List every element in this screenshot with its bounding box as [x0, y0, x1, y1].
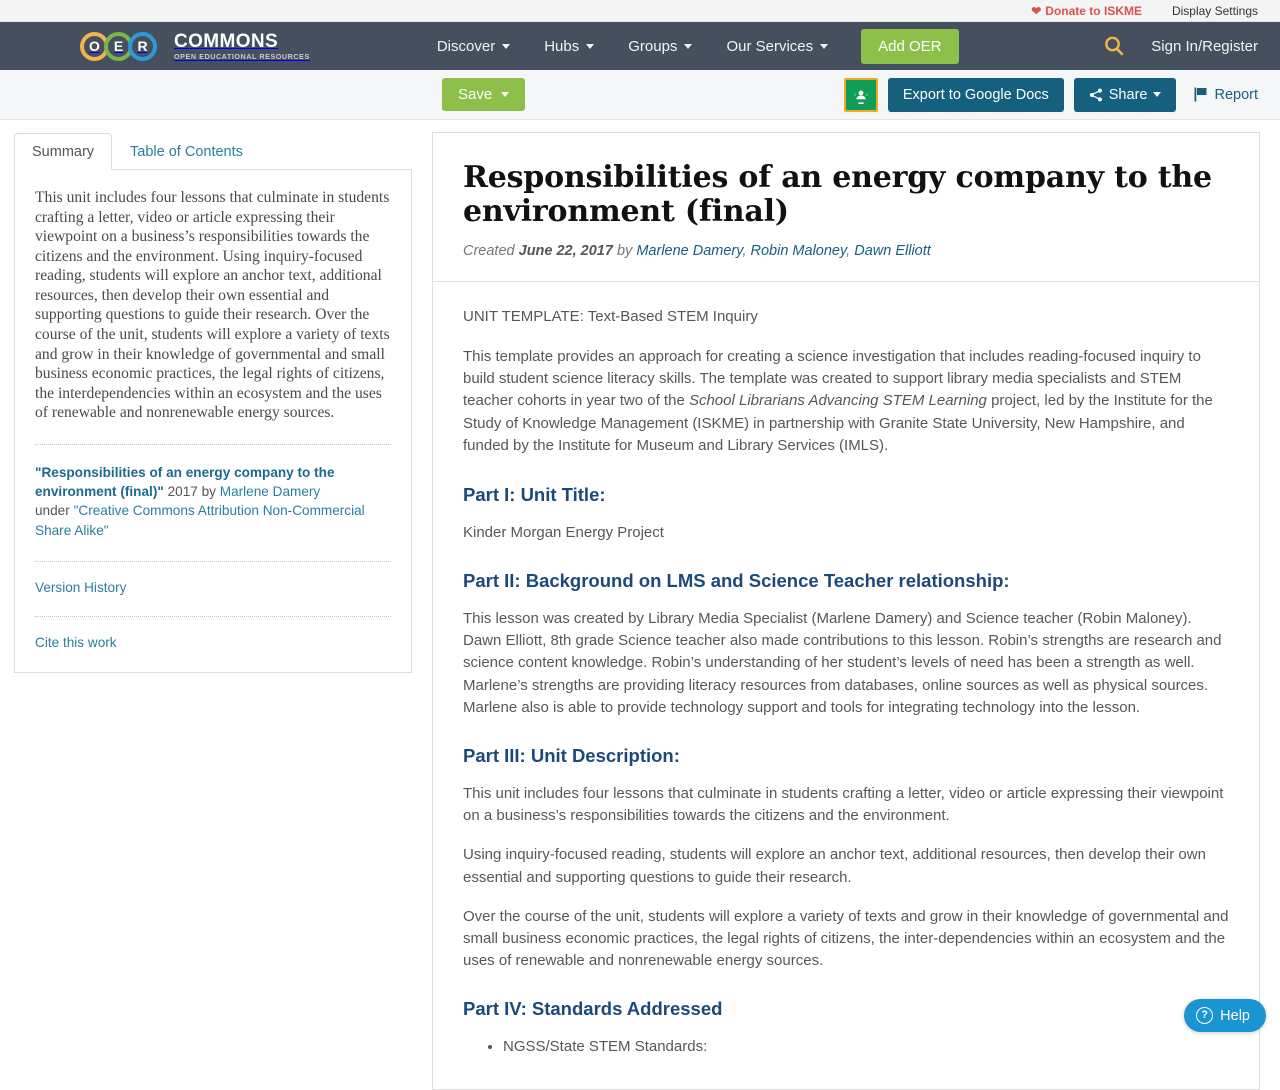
standards-list	[463, 1036, 1229, 1058]
heart-icon: ❤	[1031, 3, 1042, 18]
nav-item-groups[interactable]	[611, 38, 709, 55]
main-navigation-bar	[0, 22, 1280, 70]
nav-item-hubs[interactable]	[527, 38, 611, 55]
logo-tagline: OPEN EDUCATIONAL RESOURCES	[174, 51, 310, 61]
logo-circle-e: E	[104, 32, 133, 61]
cite-this-work-link[interactable]: Cite this work	[35, 634, 117, 650]
search-icon[interactable]	[1103, 35, 1125, 57]
divider	[35, 444, 391, 445]
list-item: • NGSS/State STEM Standards:	[503, 1036, 1229, 1058]
logo-circle-o: O	[80, 32, 109, 61]
share-button[interactable]	[1074, 78, 1177, 112]
nav-item-discover-label: Discover	[436, 37, 496, 55]
page-title: Responsibilities of an energy company to the environment (final)	[463, 160, 1212, 229]
attribution-block	[35, 463, 391, 540]
action-toolbar	[0, 70, 1280, 120]
sidebar-summary-card	[14, 169, 412, 673]
nav-right-group	[1103, 35, 1258, 57]
logo-commons-text: COMMONS	[174, 30, 279, 52]
summary-text: This unit includes four lessons that culminate in students crafting a letter, video or article expressing their viewpoint on a business’s responsibilities towards the citizens and the environment. Using inquiry-focused reading, students will explore an anchor text, additional resources, then develop their own essential and supporting questions to guide their research. Over the course of the unit, students will explore a variety of texts and grow in their knowledge of governmental and small business economic practices, the legal rights of citizens, the interdependencies within an ecosystem and the uses of renewable and nonrenewable energy sources.	[35, 189, 390, 422]
document-paragraph: UNIT TEMPLATE: Text-Based STEM Inquiry	[463, 307, 758, 325]
attribution-by-word: by	[201, 484, 216, 500]
nav-item-discover[interactable]	[420, 38, 527, 55]
divider	[35, 561, 391, 562]
save-button-label: Save	[458, 86, 493, 103]
action-right-group	[844, 78, 1258, 112]
section-heading-part-ii: Part II: Background on LMS and Science Teacher relationship:	[463, 570, 1010, 592]
nav-item-our-services-label: Our Services	[726, 37, 814, 55]
page-body	[0, 120, 1280, 1090]
sidebar	[14, 132, 412, 1090]
report-label: Report	[1214, 86, 1258, 103]
divider	[35, 616, 391, 617]
nav-item-our-services[interactable]	[709, 38, 845, 55]
author-link-3[interactable]: Dawn Elliott	[854, 242, 931, 259]
document-card	[432, 132, 1260, 1090]
author-link-1[interactable]: Marlene Damery	[636, 242, 743, 259]
document-header	[433, 133, 1259, 282]
attribution-under-word: under	[35, 503, 70, 519]
by-word: by	[616, 242, 633, 259]
section-heading-part-iii: Part III: Unit Description:	[463, 745, 680, 767]
logo-wordmark	[174, 32, 310, 60]
document-paragraph	[463, 346, 1229, 457]
sign-in-register-link[interactable]: Sign In/Register	[1151, 37, 1258, 55]
chevron-down-icon	[586, 44, 594, 49]
nav-item-hubs-label: Hubs	[544, 37, 580, 55]
document-body	[433, 282, 1259, 1089]
chevron-down-icon	[684, 44, 692, 49]
donate-link[interactable]	[1031, 4, 1142, 18]
section-heading-part-i: Part I: Unit Title:	[463, 483, 606, 505]
document-paragraph: This unit includes four lessons that culminate in students crafting a letter, video or article expressing their viewpoint on a business’s responsibilities towards the citizens and the environment.	[463, 785, 1224, 825]
logo-circle-r: R	[128, 32, 157, 61]
document-paragraph: Kinder Morgan Energy Project	[463, 523, 664, 541]
created-word: Created	[463, 242, 515, 259]
tab-table-of-contents[interactable]: Table of Contents	[130, 144, 243, 160]
help-label: Help	[1220, 1007, 1250, 1024]
share-button-label: Share	[1108, 86, 1148, 103]
created-date: June 22, 2017	[518, 242, 613, 259]
version-history-link[interactable]: Version History	[35, 579, 127, 595]
byline: Created June 22, 2017 by Marlene Damery, Robin Maloney, Dawn Elliott	[463, 242, 931, 259]
document-paragraph: Over the course of the unit, students will explore a variety of texts and grow in their knowledge of governmental and small business economic practices, the legal rights of citizens, the inter-dependencies within an ecosystem and the uses of renewable and nonrenewable energy sources.	[463, 907, 1229, 970]
share-icon	[1089, 88, 1103, 102]
attribution-author-link[interactable]: Marlene Damery	[219, 484, 321, 500]
attribution-work-title: "Responsibilities of an energy company to the environment (final)"	[35, 464, 335, 500]
logo-circles	[80, 32, 152, 61]
save-button[interactable]	[442, 78, 525, 111]
oer-commons-logo[interactable]	[80, 32, 310, 61]
caret-down-icon	[501, 92, 509, 97]
google-classroom-icon[interactable]	[844, 78, 878, 112]
attribution-year: 2017	[167, 484, 198, 500]
section-heading-part-iv: Part IV: Standards Addressed	[463, 998, 723, 1020]
question-mark-icon: ?	[1196, 1007, 1213, 1024]
nav-items	[420, 29, 959, 64]
paragraph-post: project, led by the Institute for the Study of Knowledge Management (ISKME) in partnership with Granite State University, New Hampshire, and funded by the Institute for Museum and Library Services (IMLS).	[463, 392, 1213, 454]
report-link[interactable]	[1194, 87, 1258, 103]
sidebar-tabs	[14, 132, 412, 169]
document-paragraph: This lesson was created by Library Media Specialist (Marlene Damery) and Science teacher (Robin Maloney). Dawn Elliott, 8th grade Science teacher also made contributions to this lesson. Robin’s strengths are research and science content knowledge. Robin’s understanding of her student’s levels of need has been a strength as well. Marlene’s strengths are providing literacy resources from databases, online sources as well as physical sources. Marlene also is able to provide technology support and tools for integrating technology into the lesson.	[463, 610, 1222, 716]
document-paragraph: Using inquiry-focused reading, students will explore an anchor text, additional resources, then develop their own essential and supporting questions to guide their research.	[463, 846, 1206, 886]
utility-bar	[0, 0, 1280, 22]
tab-summary[interactable]: Summary	[14, 133, 112, 170]
paragraph-pre: This template provides an approach for creating a science investigation that includes reading-focused inquiry to build student science literacy skills. The template was created to support library media specialists and STEM teacher cohorts in year two of the	[463, 347, 1201, 410]
nav-item-groups-label: Groups	[628, 37, 678, 55]
flag-icon	[1194, 87, 1208, 102]
help-button[interactable]	[1184, 999, 1266, 1032]
add-oer-button[interactable]: Add OER	[861, 29, 958, 64]
author-link-2[interactable]: Robin Maloney	[750, 242, 847, 259]
export-to-google-docs-button[interactable]: Export to Google Docs	[888, 78, 1064, 112]
caret-down-icon	[1153, 92, 1161, 97]
chevron-down-icon	[502, 44, 510, 49]
display-settings-link[interactable]: Display Settings	[1171, 3, 1258, 18]
attribution-license-link[interactable]: "Creative Commons Attribution Non-Commercial Share Alike"	[35, 503, 365, 538]
donate-label: Donate to ISKME	[1045, 3, 1142, 18]
chevron-down-icon	[820, 44, 828, 49]
paragraph-emphasis: School Librarians Advancing STEM Learning	[688, 392, 987, 410]
